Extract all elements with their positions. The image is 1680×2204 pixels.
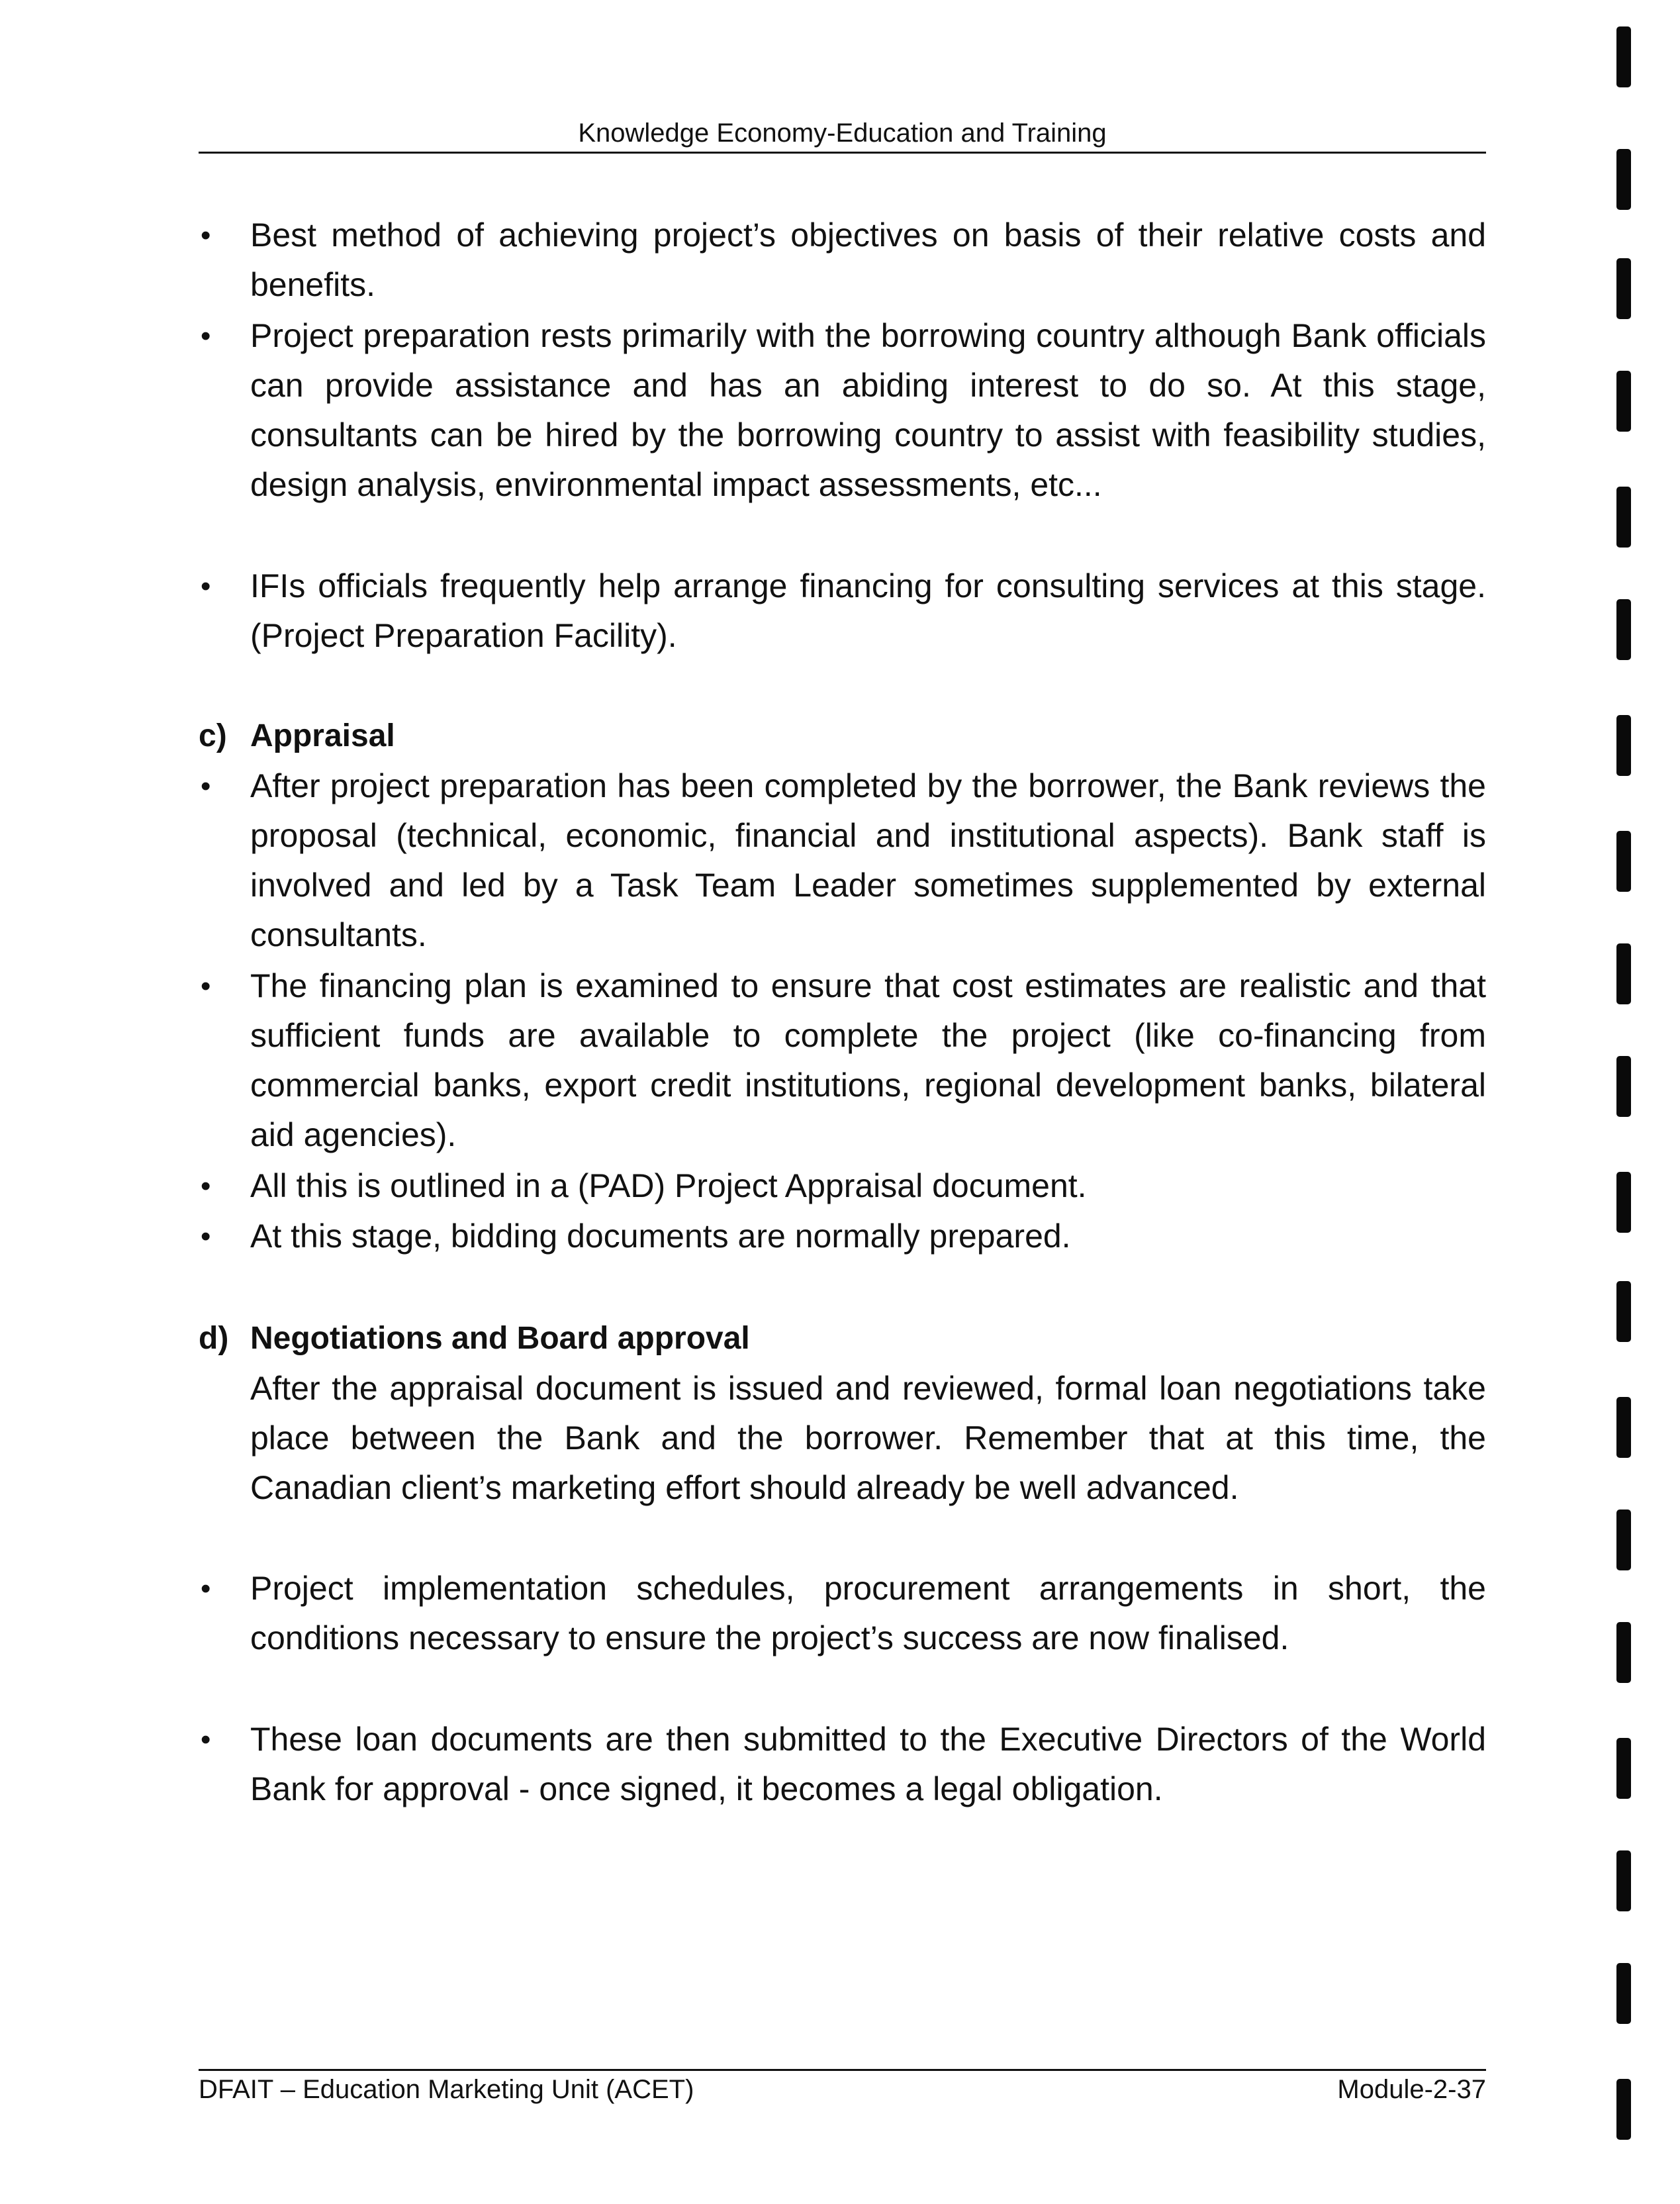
bullet-text: IFIs officials frequently help arrange financing for consulting services at this stage. (Project Preparation Facility). xyxy=(250,567,1486,654)
binding-mark xyxy=(1616,258,1631,319)
binding-mark xyxy=(1616,715,1631,776)
footer-organization: DFAIT – Education Marketing Unit (ACET) xyxy=(199,2075,694,2104)
bullet-item-ifis-officials xyxy=(199,561,1486,661)
binding-mark xyxy=(1616,1622,1631,1683)
binding-mark xyxy=(1616,599,1631,660)
bullet-item-best-method xyxy=(199,211,1486,310)
bullet-text: Project preparation rests primarily with the borrowing country although Bank officials can provide assistance and has an abiding interest to do so. At this stage, consultants can be hired by the borrowing country to assist with feasibility studies, design analysis, environmental impact assessments, etc... xyxy=(250,317,1486,503)
bullet-dot-icon: • xyxy=(201,1170,211,1202)
negotiations-paragraph: After the appraisal document is issued and reviewed, formal loan negotiations take place between the Bank and the borrower. Remember that at this time, the Canadian client’s marketing effort should already be well advanced. xyxy=(250,1370,1486,1506)
section-heading-negotiations xyxy=(199,1314,1486,1363)
section-title: Negotiations and Board approval xyxy=(250,1321,750,1356)
bullet-dot-icon: • xyxy=(201,1220,211,1253)
bullet-dot-icon: • xyxy=(201,320,211,352)
bullet-dot-icon: • xyxy=(201,970,211,1002)
binding-mark xyxy=(1616,831,1631,892)
section-letter: d) xyxy=(199,1321,229,1356)
bullet-item-pad-document xyxy=(199,1161,1486,1211)
section-title: Appraisal xyxy=(250,718,395,753)
bullet-item-bank-reviews xyxy=(199,761,1486,960)
bullet-text: At this stage, bidding documents are normally prepared. xyxy=(250,1218,1071,1255)
bullet-text: Best method of achieving project’s objectives on basis of their relative costs and benefits. xyxy=(250,216,1486,303)
bullet-item-implementation-schedules xyxy=(199,1564,1486,1663)
binding-mark xyxy=(1616,1738,1631,1799)
bullet-dot-icon: • xyxy=(201,219,211,252)
binding-mark xyxy=(1616,149,1631,210)
binding-mark xyxy=(1616,943,1631,1004)
bullet-text: These loan documents are then submitted to the Executive Directors of the World Bank for approval - once signed, it becomes a legal obligation. xyxy=(250,1721,1486,1807)
bullet-item-bidding-documents xyxy=(199,1212,1486,1261)
bullet-dot-icon: • xyxy=(201,1572,211,1605)
binding-mark xyxy=(1616,26,1631,87)
bullet-text: The financing plan is examined to ensure that cost estimates are realistic and that sufficient funds are available to complete the project (like co-financing from commercial banks, export credit institutions, regional development banks, bilateral aid agencies). xyxy=(250,967,1486,1153)
bullet-text: All this is outlined in a (PAD) Project Appraisal document. xyxy=(250,1167,1087,1204)
binding-mark xyxy=(1616,1172,1631,1233)
binding-mark xyxy=(1616,1509,1631,1570)
bullet-dot-icon: • xyxy=(201,1723,211,1756)
running-header: Knowledge Economy-Education and Training xyxy=(578,119,1107,148)
binding-mark xyxy=(1616,1281,1631,1342)
bullet-item-loan-documents xyxy=(199,1715,1486,1814)
bullet-item-project-preparation xyxy=(199,311,1486,510)
binding-mark xyxy=(1616,1056,1631,1117)
bullet-item-financing-plan xyxy=(199,961,1486,1160)
footer-page-number: Module-2-37 xyxy=(1337,2075,1486,2104)
section-heading-appraisal xyxy=(199,711,1486,761)
bullet-dot-icon: • xyxy=(201,770,211,802)
binding-mark xyxy=(1616,1397,1631,1458)
header-rule xyxy=(199,152,1486,154)
bullet-text: Project implementation schedules, procurement arrangements in short, the conditions necessary to ensure the project’s success are now finalised. xyxy=(250,1570,1486,1656)
binding-mark xyxy=(1616,1850,1631,1911)
binding-mark xyxy=(1616,487,1631,548)
binding-mark xyxy=(1616,371,1631,432)
footer-rule xyxy=(199,2069,1486,2071)
binding-mark xyxy=(1616,2079,1631,2140)
bullet-text: After project preparation has been completed by the borrower, the Bank reviews the proposal (technical, economic, financial and institutional aspects). Bank staff is involved and led by a Task Team Leader sometimes supplemented by external consultants. xyxy=(250,767,1486,953)
bullet-dot-icon: • xyxy=(201,570,211,602)
binding-mark xyxy=(1616,1963,1631,2024)
section-letter: c) xyxy=(199,718,227,753)
